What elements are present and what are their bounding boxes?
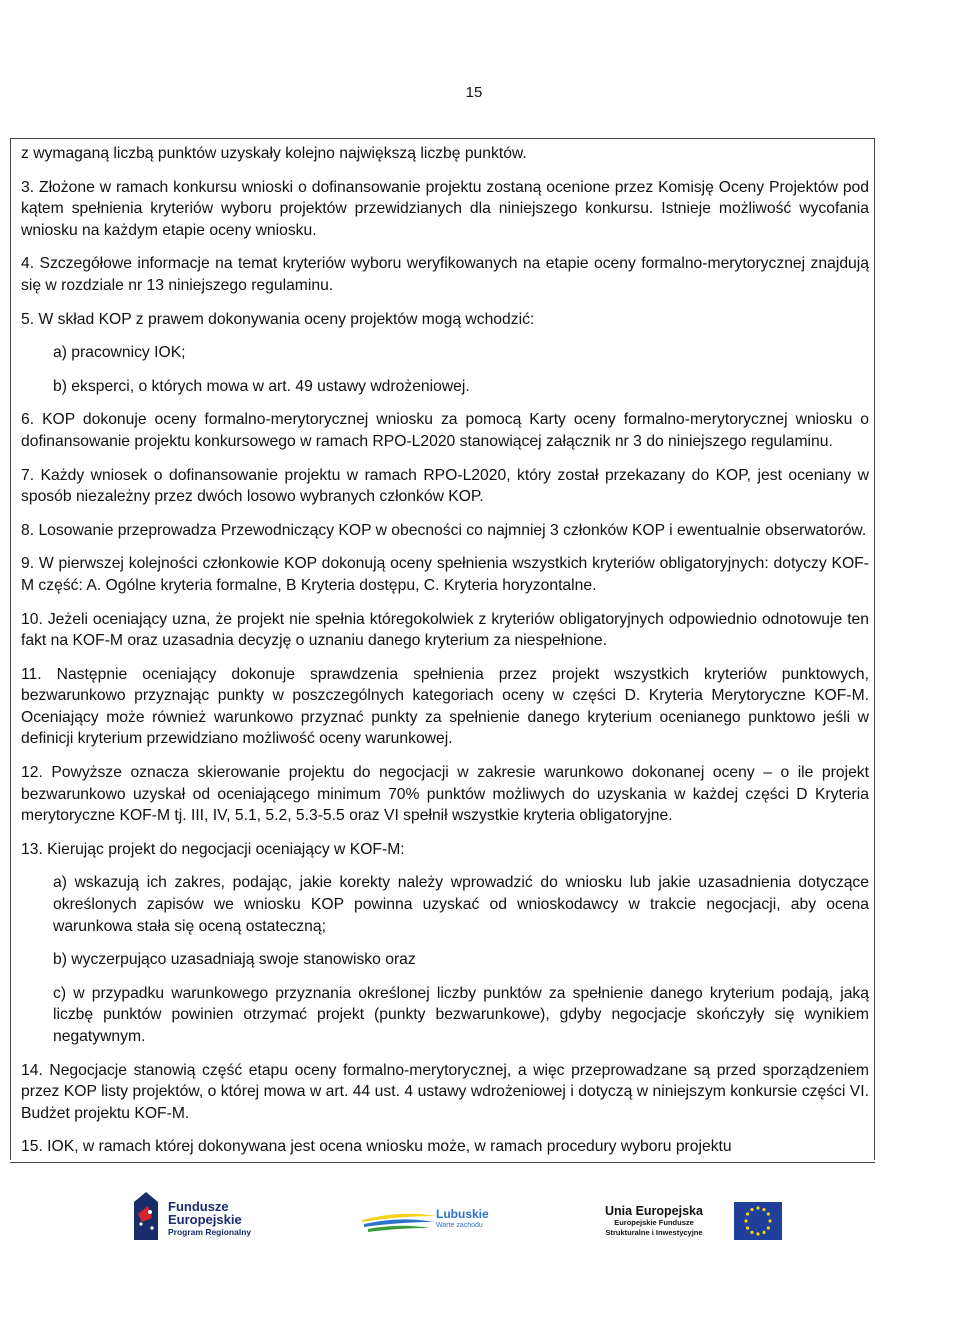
paragraph-4: 4. Szczegółowe informacje na temat kryteriów wyboru weryfikowanych na etapie oceny formalno-merytorycznej znajdują się w rozdziale nr 13 niniejszego regulaminu. <box>21 255 869 294</box>
footer-logos <box>0 1188 960 1258</box>
fe-line1: Fundusze <box>168 1199 229 1214</box>
paragraph-3: 3. Złożone w ramach konkursu wnioski o dofinansowanie projektu zostaną ocenione przez Komisję Oceny Projektów pod kątem spełnienia kryteriów wyboru projektów przewidzianych dla niniejszego konkursu. Istnieje możliwość wycofania wniosku na każdym etapie oceny wniosku. <box>21 178 869 239</box>
eu-title: Unia Europejska <box>605 1204 703 1218</box>
fe-line2: Europejskie <box>168 1212 242 1227</box>
eu-line3: Strukturalne i Inwestycyjne <box>605 1228 703 1237</box>
paragraph-12: 12. Powyższe oznacza skierowanie projektu do negocjacji w zakresie warunkowo dokonanej oceny – o ile projekt bezwarunkowo uzyskał od oceniającego minimum 70% punktów możliwych do uzyskania w każdej części D Kryteria merytoryczne KOF-M tj. III, IV, 5.1, 5.2, 5.3-5.5 oraz VI spełnił wszystkie kryteria obligatoryjne. <box>21 764 869 825</box>
eu-line2: Europejskie Fundusze <box>614 1218 694 1227</box>
paragraph-14: 14. Negocjacje stanowią część etapu oceny formalno-merytorycznej, a więc przeprowadzane są przed sporządzeniem przez KOP listy projektów, o której mowa w art. 44 ust. 4 ustawy wdrożeniowej i dotyczą w niniejszym konkursie części VI. Budżet projektu KOF-M. <box>21 1061 869 1122</box>
paragraph-13c: c) w przypadku warunkowego przyznania określonej liczby punktów za spełnienie danego kryterium podają, jaką liczbę punktów powinien otrzymać projekt (punkty bezwarunkowe), gdyby negocjacje skończyły się wynikiem negatywnym. <box>53 984 869 1045</box>
paragraph-8: 8. Losowanie przeprowadza Przewodniczący KOP w obecności co najmniej 3 członków KOP i ewentualnie obserwatorów. <box>21 521 867 539</box>
paragraph-15: 15. IOK, w ramach której dokonywana jest ocena wniosku może, w ramach procedury wyboru projektu <box>21 1138 732 1156</box>
lubuskie-slogan: Warte zachodu <box>436 1222 483 1229</box>
lubuskie-logo-text <box>436 1208 489 1232</box>
lubuskie-swoosh-icon <box>360 1206 438 1236</box>
paragraph-11: 11. Następnie oceniający dokonuje sprawdzenia spełnienia przez projekt wszystkich kryteriów punktowych, bezwarunkowo przyznając punkty w poszczególnych kategoriach oceny w części D. Kryteria Merytoryczne KOF-M. Oceniający może również warunkowo przyznać punkty za spełnienie danego kryterium ocenianego punktowo jeśli w definicji kryterium przewidziano możliwość oceny warunkowej. <box>21 665 869 748</box>
paragraph-13b: b) wyczerpująco uzasadniają swoje stanowisko oraz <box>53 951 416 969</box>
paragraph-9: 9. W pierwszej kolejności członkowie KOP dokonują oceny spełnienia wszystkich kryteriów obligatoryjnych: dotyczy KOF-M część: A. Ogólne kryteria formalne, B Kryteria dostępu, C. Kryteria horyzontalne. <box>21 555 869 594</box>
paragraph-5: 5. W skład KOP z prawem dokonywania oceny projektów mogą wchodzić: <box>21 310 535 328</box>
fundusze-europejskie-logo-text <box>168 1200 251 1238</box>
paragraph-continuation: z wymaganą liczbą punktów uzyskały kolejno największą liczbę punktów. <box>21 145 527 162</box>
eu-flag-icon <box>734 1202 782 1240</box>
paragraph-5b: b) eksperci, o których mowa w art. 49 ustawy wdrożeniowej. <box>53 377 470 395</box>
fe-line3: Program Regionalny <box>168 1227 252 1237</box>
lubuskie-name: Lubuskie <box>436 1207 489 1221</box>
paragraph-6: 6. KOP dokonuje oceny formalno-merytorycznej wniosku za pomocą Karty oceny formalno-merytorycznej wniosku o dofinansowanie projektu konkursowego w ramach RPO-L2020 stanowiącej załącznik nr 3 do niniejszego regulaminu. <box>21 411 869 450</box>
paragraph-10: 10. Jeżeli oceniający uzna, że projekt nie spełnia któregokolwiek z kryteriów obligatoryjnych odpowiednio odnotowuje ten fakt na KOF-M oraz uzasadnia decyzję o uznaniu danego kryterium za niespełnione. <box>21 610 869 650</box>
eu-logo-text <box>592 1205 716 1238</box>
fundusze-europejskie-icon <box>130 1192 162 1244</box>
page-number: 15 <box>465 84 483 101</box>
paragraph-13: 13. Kierując projekt do negocjacji oceniający w KOF-M: <box>21 840 405 858</box>
paragraph-7: 7. Każdy wniosek o dofinansowanie projektu w ramach RPO-L2020, który został przekazany do KOP, jest oceniany w sposób niezależny przez dwóch losowo wybranych członków KOP. <box>21 466 869 506</box>
document-body <box>21 143 869 1164</box>
paragraph-5a: a) pracownicy IOK; <box>53 344 186 362</box>
paragraph-13a: a) wskazują ich zakres, podając, jakie korekty należy wprowadzić do wniosku lub jakie uzasadnienia dotyczące określonych zapisów we wniosku KOP powinna uzyskać od wnioskodawcy w trakcie negocjacji, aby ocena warunkowa stała się oceną ostateczną; <box>53 874 869 935</box>
